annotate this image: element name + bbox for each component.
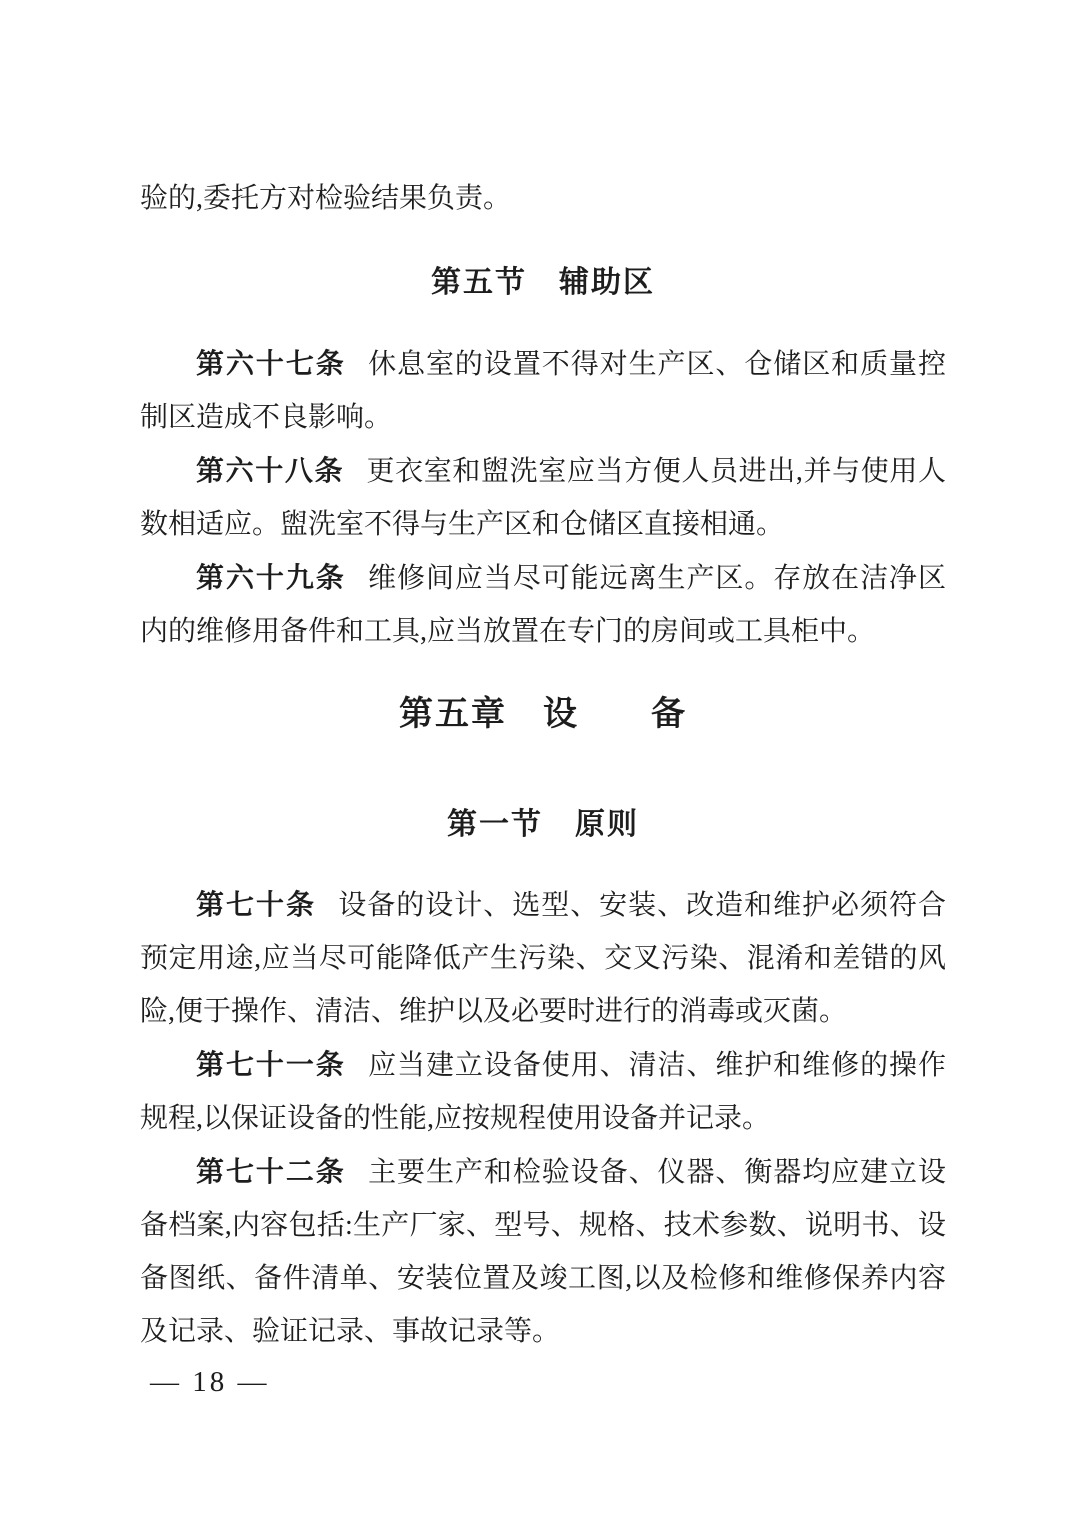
article-70 <box>140 878 946 1038</box>
article-72-text: 主要生产和检验设备、仪器、衡器均应建立设备档案,内容包括:生产厂家、型号、规格、技术参数、说明书、设备图纸、备件清单、安装位置及竣工图,以及检修和维修保养内容及记录、验证记录、事故记录等。 <box>140 1157 946 1347</box>
article-71-text: 应当建立设备使用、清洁、维护和维修的操作规程,以保证设备的性能,应按规程使用设备并记录。 <box>140 1050 946 1134</box>
section-1-heading: 第一节 原则 <box>447 808 639 841</box>
article-70-text: 设备的设计、选型、安装、改造和维护必须符合预定用途,应当尽可能降低产生污染、交叉污染、混淆和差错的风险,便于操作、清洁、维护以及必要时进行的消毒或灭菌。 <box>140 890 946 1027</box>
article-67 <box>140 337 946 444</box>
article-67-number: 第六十七条 <box>196 348 346 379</box>
article-70-number: 第七十条 <box>196 889 316 920</box>
article-69 <box>140 551 946 658</box>
article-67-text: 休息室的设置不得对生产区、仓储区和质量控制区造成不良影响。 <box>140 349 946 433</box>
page-content <box>140 172 946 1358</box>
article-69-text: 维修间应当尽可能远离生产区。存放在洁净区内的维修用备件和工具,应当放置在专门的房间或工具柜中。 <box>140 563 946 647</box>
section-5-heading: 第五节 辅助区 <box>431 266 655 299</box>
article-69-number: 第六十九条 <box>196 562 346 593</box>
chapter-5-heading: 第五章 设 备 <box>399 695 687 733</box>
article-72 <box>140 1145 946 1358</box>
article-68-number: 第六十八条 <box>196 455 345 486</box>
article-71 <box>140 1038 946 1145</box>
page-number: — 18 — <box>150 1366 270 1398</box>
article-68 <box>140 444 946 551</box>
paragraph-continuation: 验的,委托方对检验结果负责。 <box>140 183 512 214</box>
article-68-text: 更衣室和盥洗室应当方便人员进出,并与使用人数相适应。盥洗室不得与生产区和仓储区直接相通。 <box>140 456 946 540</box>
article-72-number: 第七十二条 <box>196 1156 346 1187</box>
article-71-number: 第七十一条 <box>196 1049 346 1080</box>
